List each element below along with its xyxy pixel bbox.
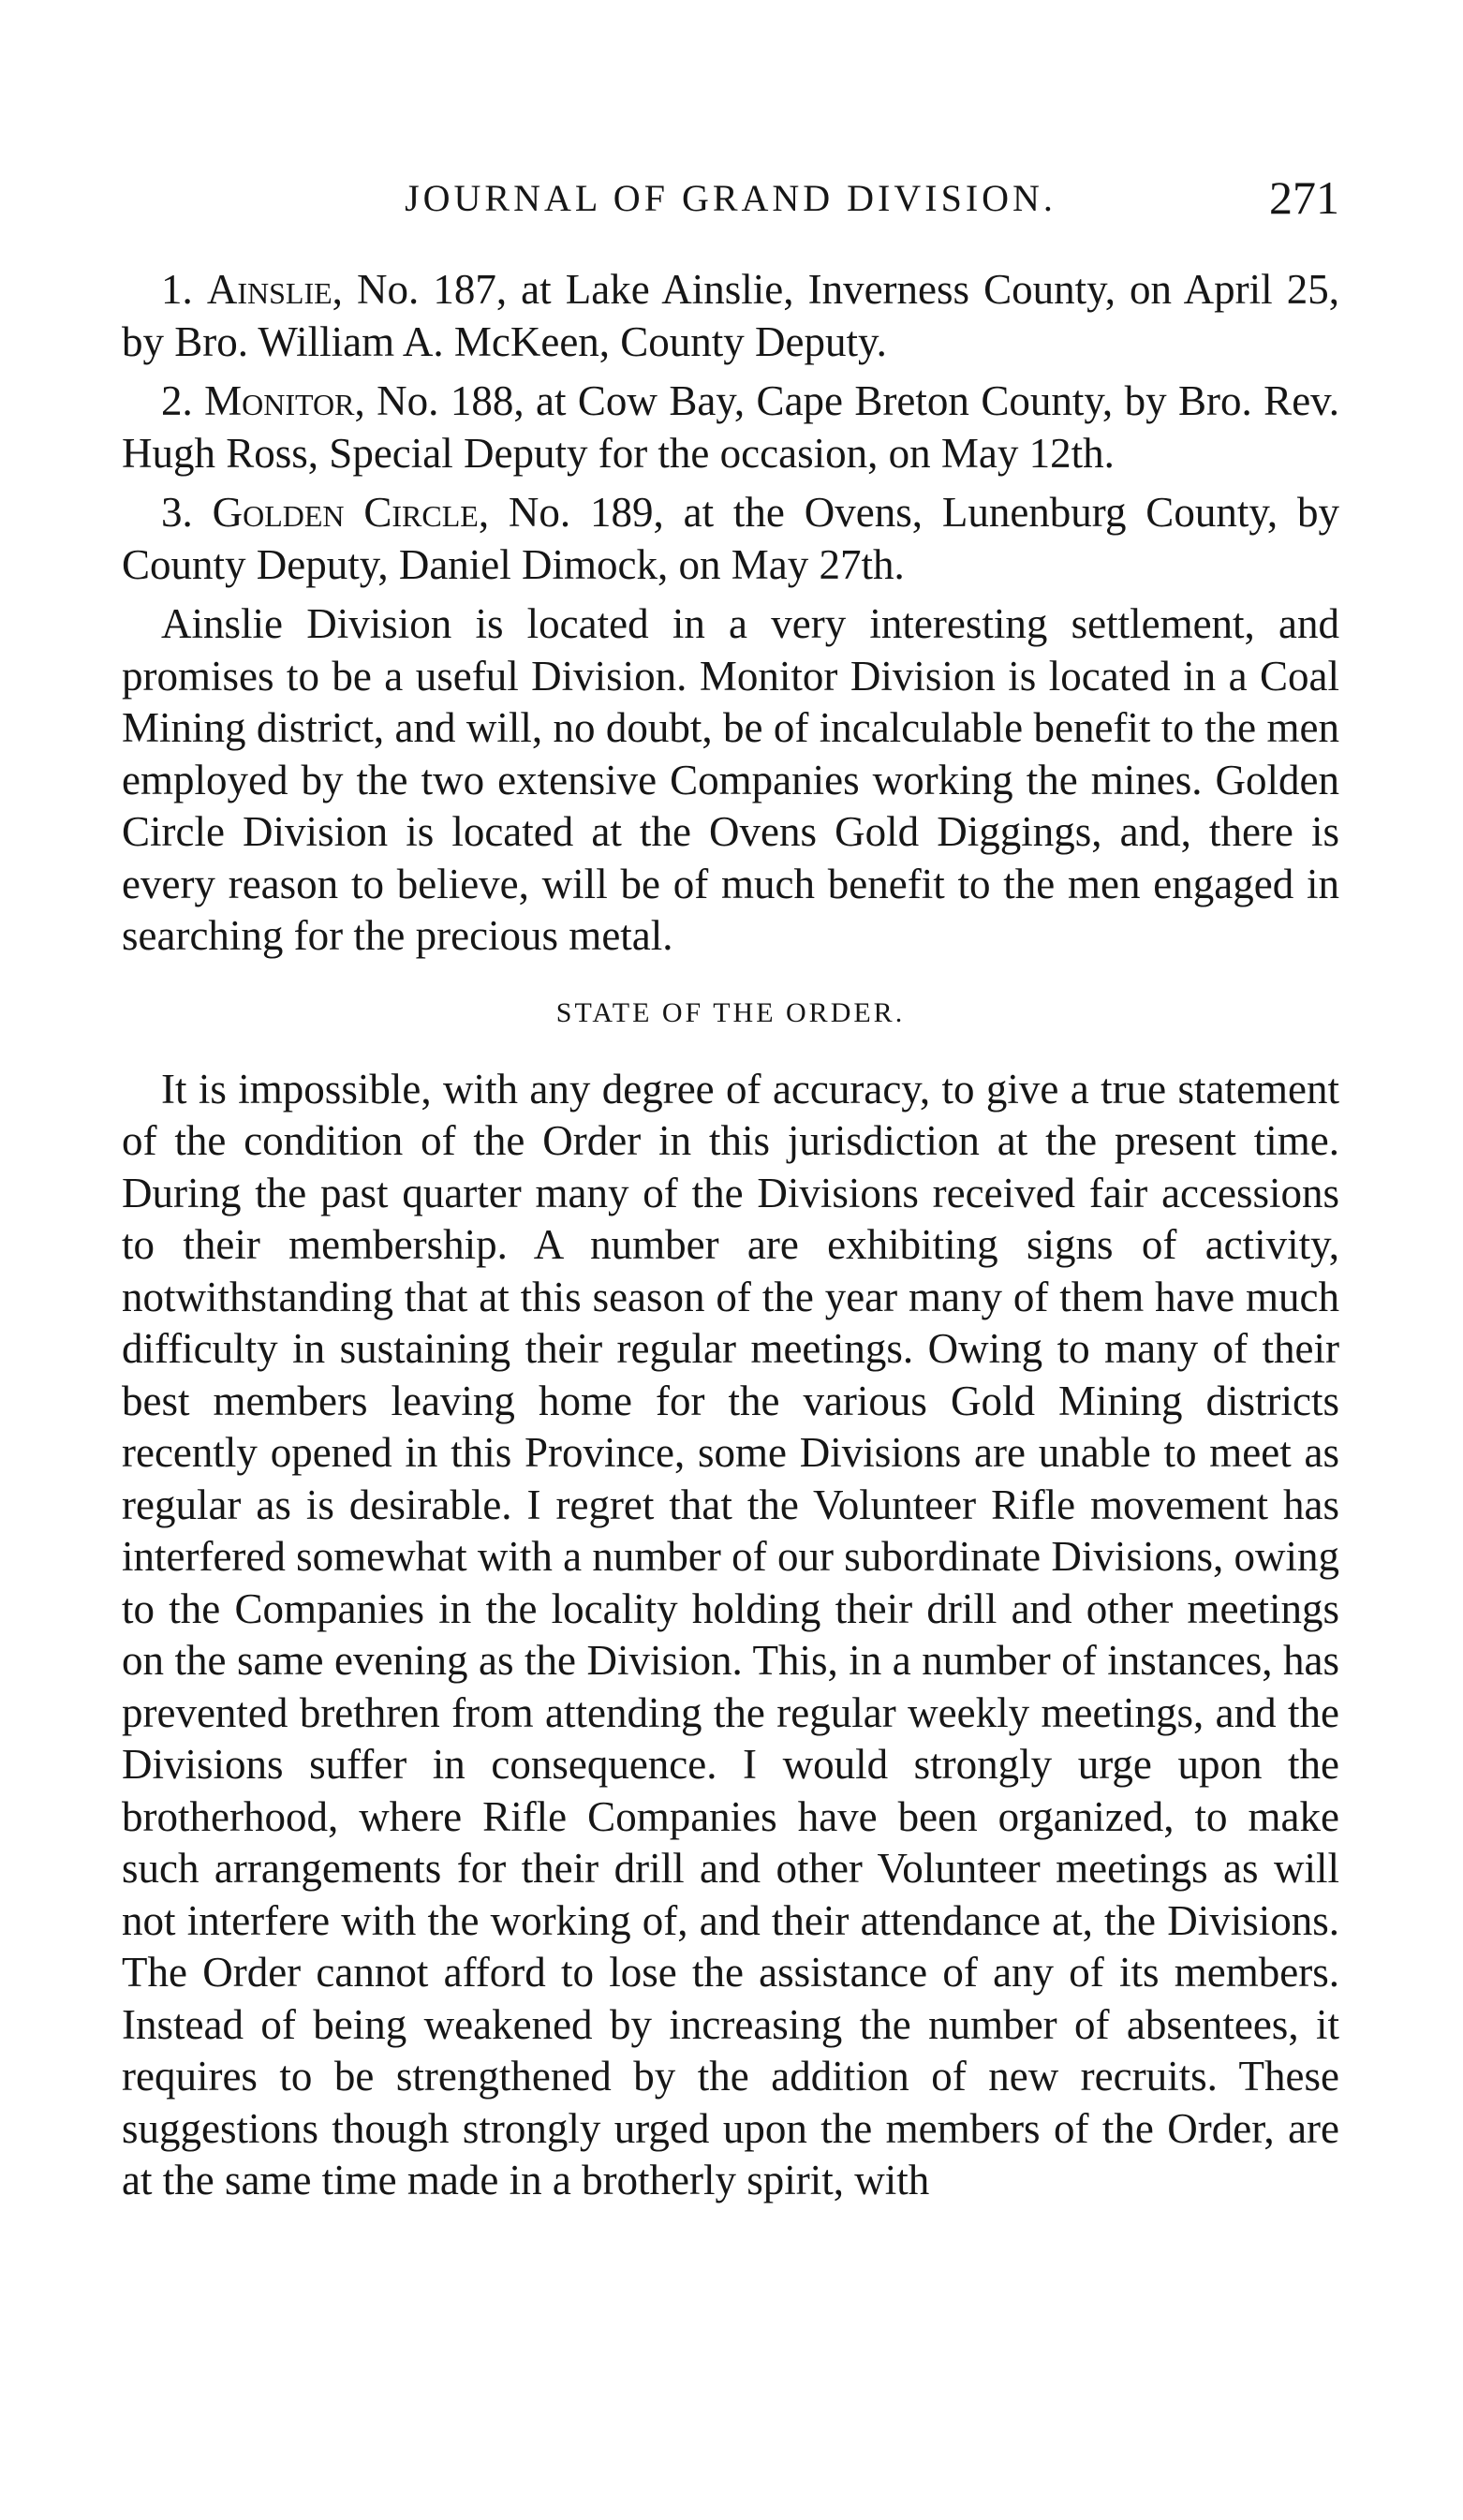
section-heading: STATE OF THE ORDER. <box>555 996 906 1028</box>
page-body <box>122 264 1339 2215</box>
entry-text: , No. 187, at Lake Ainslie, Inverness County, on April 25, by Bro. William A. McKeen, County Deputy. <box>122 266 1339 365</box>
division-entry-2 <box>122 376 1339 479</box>
division-name: Monitor <box>204 377 355 424</box>
entry-number: 1. <box>161 266 193 313</box>
division-name: Golden Circle <box>212 489 479 536</box>
page-number: 271 <box>1269 171 1339 224</box>
division-name: Ainslie <box>206 266 332 313</box>
running-head <box>122 170 1339 227</box>
division-entry-3 <box>122 487 1339 591</box>
entry-text: , No. 189, at the Ovens, Lunenburg County, by County Deputy, Daniel Dimock, on May 27th. <box>122 489 1340 588</box>
division-entry-1 <box>122 264 1339 368</box>
paragraph-divisions: Ainslie Division is located in a very interesting settlement, and promises to be a useful Division. Monitor Division is located in a Coal Mining district, and will, no doubt, be of incalculable benefit to the men employed by the two extensive Companies working the mines. Golden Circle Division is located at the Ovens Gold Diggings, and, there is every reason to believe, will be of much benefit to the men engaged in searching for the precious metal. <box>122 600 1339 959</box>
entry-number: 2. <box>161 377 193 424</box>
running-title: JOURNAL OF GRAND DIVISION. <box>405 177 1057 219</box>
paragraph-state-of-order: It is impossible, with any degree of accuracy, to give a true statement of the condition of the Order in this jurisdiction at the present time. During the past quarter many of the Divisions received fair accessions to their membership. A number are exhibiting signs of activity, notwithstanding that at this season of the year many of them have much difficulty in sustaining their regular meetings. Owing to many of their best members leaving home for the various Gold Mining districts recently opened in this Province, some Divisions are unable to meet as regular as is desirable. I regret that the Volunteer Rifle movement has interfered somewhat with a number of our subordinate Divisions, owing to the Companies in the locality holding their drill and other meetings on the same evening as the Division. This, in a number of instances, has prevented brethren from attending the regular weekly meetings, and the Divisions suffer in consequence. I would strongly urge upon the brotherhood, where Rifle Companies have been organized, to make such arrangements for their drill and other Volunteer meetings as will not interfere with the working of, and their attendance at, the Divisions. The Order cannot afford to lose the assistance of any of its members. Instead of being weakened by increasing the number of absentees, it requires to be strengthened by the addition of new recruits. These suggestions though strongly urged upon the members of the Order, are at the same time made in a brotherly spirit, with <box>122 1065 1339 2203</box>
entry-text: , No. 188, at Cow Bay, Cape Breton County, by Bro. Rev. Hugh Ross, Special Deputy for the occasion, on May 12th. <box>122 377 1339 477</box>
entry-number: 3. <box>161 489 193 536</box>
